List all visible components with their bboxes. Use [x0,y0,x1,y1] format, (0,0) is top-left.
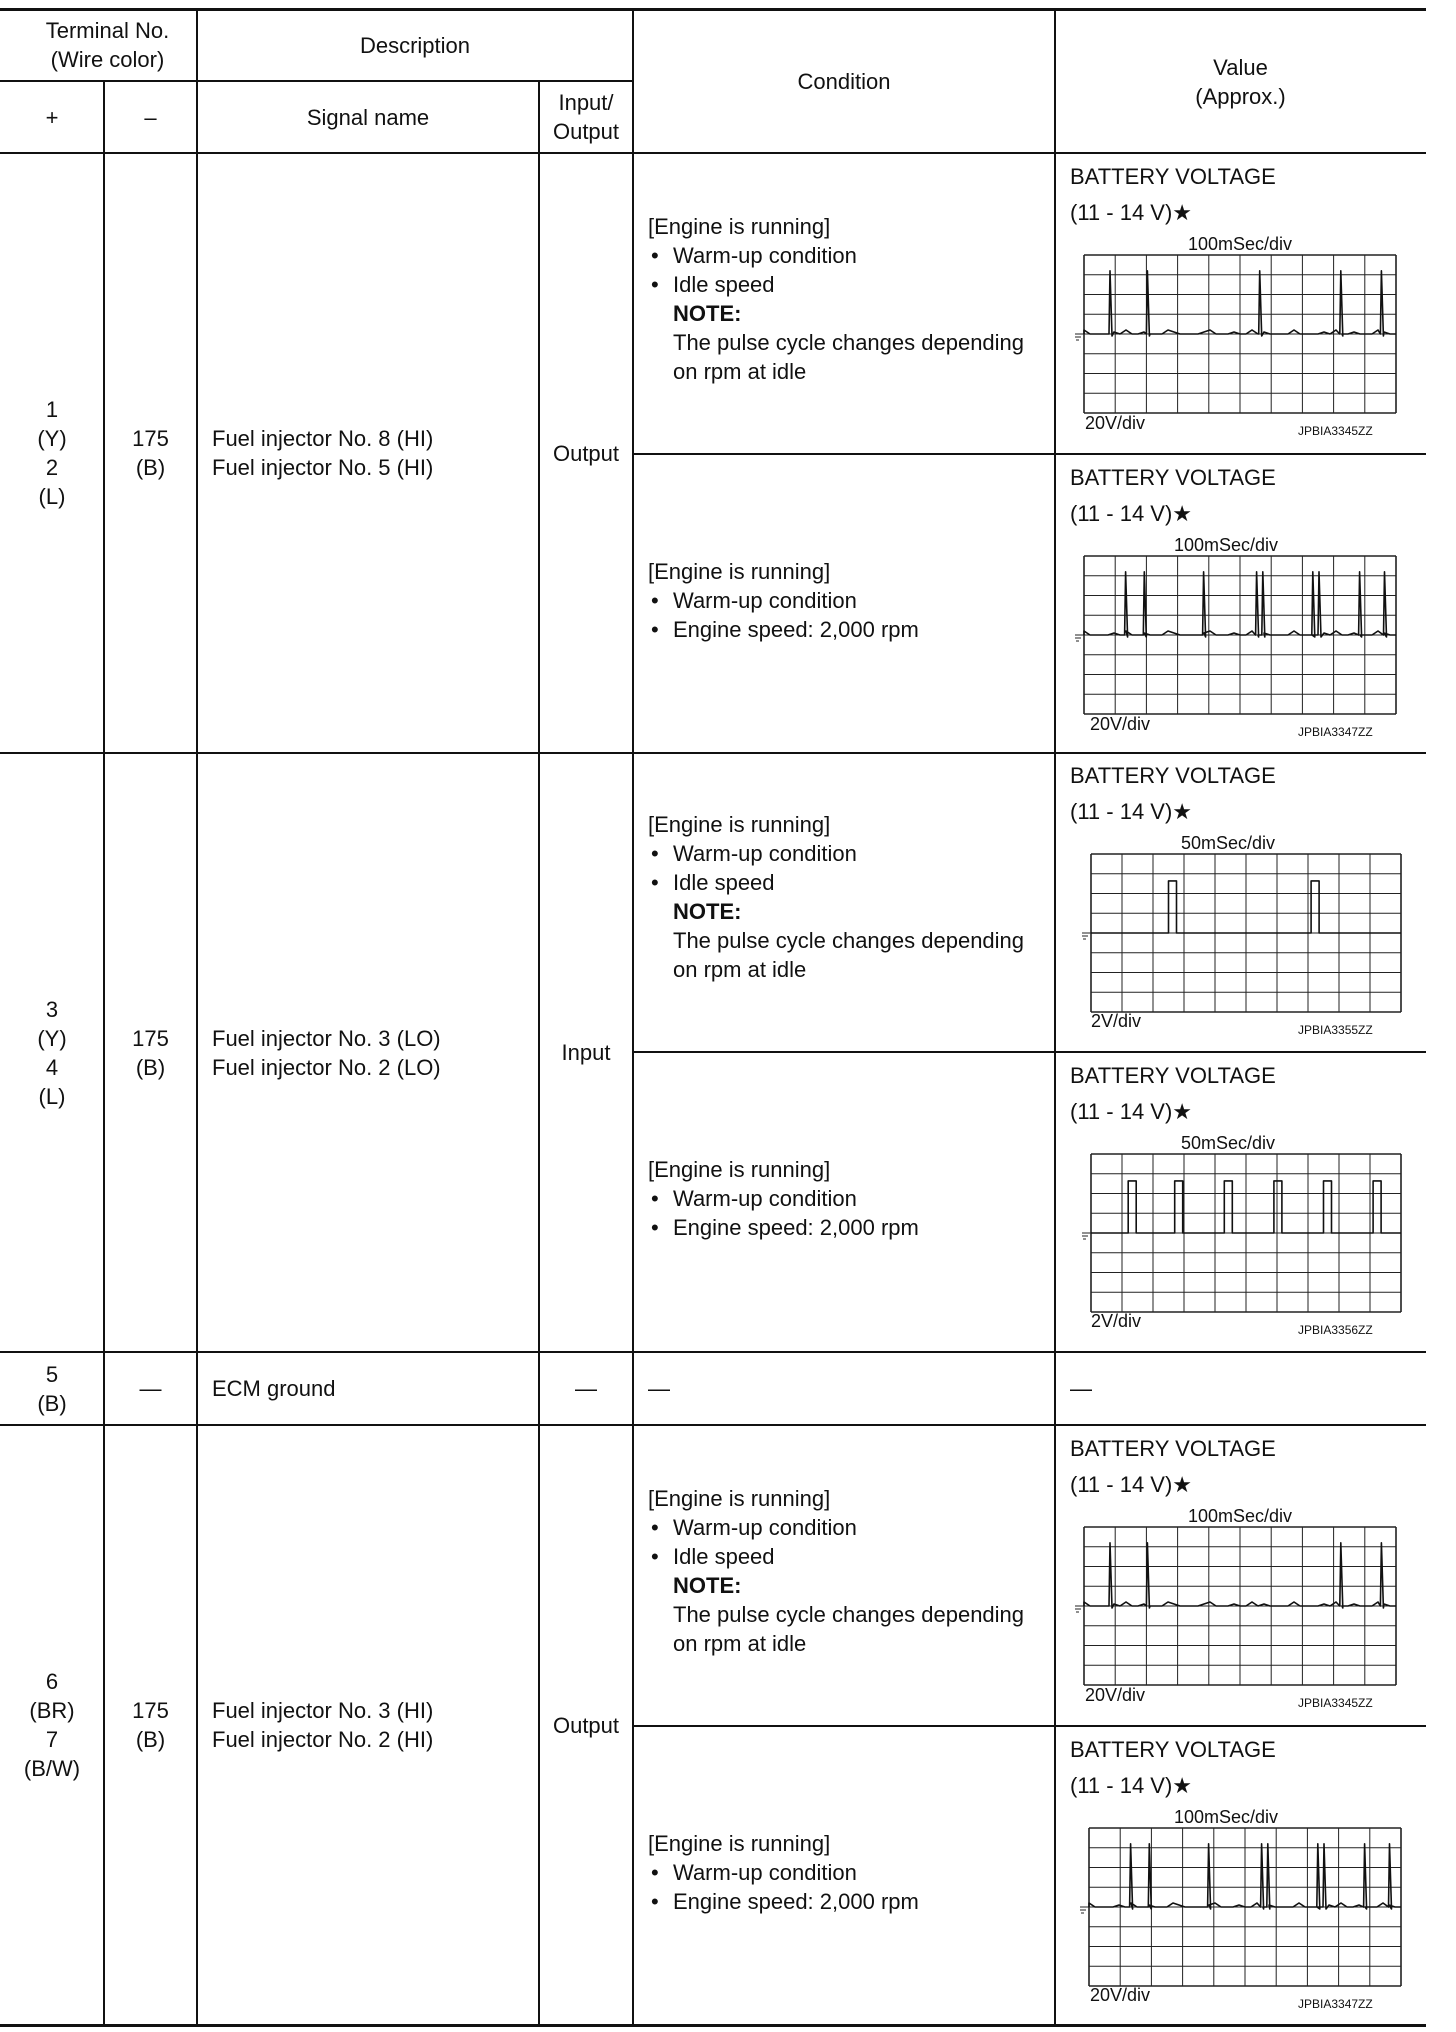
io-value: — [575,1376,597,1401]
terminal-number: 5 [45,1361,59,1387]
row1-plus [0,154,104,752]
value-text: BATTERY VOLTAGE [1070,763,1276,788]
terminal-number: 3 [45,996,59,1022]
condition-bullet: • Warm-up condition [648,1513,1053,1542]
wire-color: (Y) [37,426,67,451]
row2-value-2 [1070,1053,1430,1348]
time-per-div: 50mSec/div [1181,1133,1276,1153]
row1-value-2 [1070,455,1430,750]
wire-color-label: (Wire color) [50,47,165,72]
note-text: on rpm at idle [673,957,807,982]
header-description [197,10,633,80]
minus-label: – [144,104,157,130]
terminal-number: 175 [132,1025,169,1051]
volt-per-div: 20V/div [1090,1985,1151,2005]
row3-minus [104,1353,197,1424]
row2-io [539,754,633,1351]
signal-name: Fuel injector No. 3 (LO) [212,1025,441,1051]
terminal-number: 7 [45,1727,59,1752]
condition-title: [Engine is running] [648,1157,831,1182]
ground-marker [1075,334,1084,340]
condition-title: [Engine is running] [648,812,831,837]
condition-bullet: • Warm-up condition [648,839,1053,868]
waveform-graph [1091,1154,1401,1312]
row3-condition [648,1353,1048,1424]
signal-name: Fuel injector No. 2 (LO) [212,1054,441,1080]
note-text: The pulse cycle changes depending [673,928,1025,953]
condition-bullet: • Idle speed [648,868,1053,897]
signal-name-label: Signal name [306,104,430,130]
time-per-div: 100mSec/div [1188,234,1293,254]
volt-per-div: 20V/div [1090,714,1151,734]
row1-minus [104,154,197,752]
figure-code: JPBIA3356ZZ [1298,1323,1373,1337]
wire-color: (B) [135,1054,166,1080]
row4-io [539,1426,633,2024]
description-label: Description [359,32,471,58]
row1-condition-1 [648,212,1053,386]
waveform-graph [1089,1828,1401,1986]
note-text: on rpm at idle [673,359,807,384]
value-range: (11 - 14 V)★ [1070,501,1193,526]
row1-signal [212,154,532,752]
waveform-graph [1084,556,1396,714]
row4-value-2 [1070,1727,1430,2022]
condition-title: [Engine is running] [648,214,831,239]
figure-code: JPBIA3347ZZ [1298,725,1373,739]
condition-title: [Engine is running] [648,1486,831,1511]
header-signal-name [197,81,539,153]
wire-color: (L) [38,1083,66,1109]
value-text: BATTERY VOLTAGE [1070,1436,1276,1461]
value-range: (11 - 14 V)★ [1070,1773,1193,1798]
header-terminal-no [0,10,215,80]
row2-condition-2 [648,1155,1053,1242]
dash: — [139,1376,162,1401]
volt-per-div: 2V/div [1091,1011,1142,1031]
dash: — [648,1376,670,1401]
row3-value [1070,1353,1420,1424]
wire-color: (B) [135,1727,166,1752]
ground-marker [1075,635,1084,641]
condition-bullet: • Idle speed [648,1542,1053,1571]
row2-signal [212,754,532,1351]
row4-condition-2 [648,1829,1053,1916]
io-label-2: Output [552,119,620,144]
row4-signal [212,1426,532,2024]
value-label-1: Value [1213,54,1268,80]
ground-marker [1082,1233,1091,1239]
ground-marker [1075,1606,1084,1612]
note-text: on rpm at idle [673,1631,807,1656]
value-range: (11 - 14 V)★ [1070,799,1193,824]
terminal-number: 1 [45,397,59,422]
condition-bullet: • Idle speed [648,270,1053,299]
time-per-div: 50mSec/div [1181,833,1276,853]
volt-per-div: 20V/div [1085,1685,1146,1705]
condition-bullet: • Warm-up condition [648,1858,1053,1887]
value-text: BATTERY VOLTAGE [1070,1063,1276,1088]
terminal-number: 2 [45,455,59,480]
condition-bullet: • Warm-up condition [648,241,1053,270]
value-text: BATTERY VOLTAGE [1070,465,1276,490]
dash: — [1070,1376,1092,1401]
ground-marker [1082,933,1091,939]
header-condition [633,10,1055,153]
wire-color: (Y) [37,1025,67,1051]
waveform-graph [1091,854,1401,1012]
note-label: NOTE: [673,1573,742,1598]
row3-signal [212,1353,532,1424]
terminal-number: 175 [132,1698,169,1723]
col-line-5 [1054,8,1056,2025]
row2-minus [104,754,197,1351]
row4-plus [0,1426,104,2024]
row3-io [539,1353,633,1424]
io-value: Input [561,1040,611,1065]
condition-label: Condition [797,69,891,94]
value-range: (11 - 14 V)★ [1070,1099,1193,1124]
figure-code: JPBIA3345ZZ [1298,1696,1373,1710]
wire-color: (B) [135,455,166,480]
header-value [1055,10,1426,153]
wire-color: (B) [37,1390,67,1416]
value-range: (11 - 14 V)★ [1070,1472,1193,1497]
waveform-graph [1084,255,1396,413]
rule-bottom [0,2024,1426,2027]
header-input-output [539,81,633,153]
value-range: (11 - 14 V)★ [1070,200,1193,225]
condition-bullet: • Engine speed: 2,000 rpm [648,615,1053,644]
row4-minus [104,1426,197,2024]
ground-marker [1080,1907,1089,1913]
io-label-1: Input/ [558,90,614,115]
row2-plus [0,754,104,1351]
note-label: NOTE: [673,301,742,326]
waveform-graph [1084,1527,1396,1685]
signal-name: Fuel injector No. 5 (HI) [212,455,434,480]
time-per-div: 100mSec/div [1188,1506,1293,1526]
wire-color: (B/W) [23,1756,81,1781]
condition-bullet: • Engine speed: 2,000 rpm [648,1887,1053,1916]
wire-color: (L) [38,484,66,509]
row2-condition-1 [648,810,1053,984]
header-minus [104,81,197,153]
note-label: NOTE: [673,899,742,924]
plus-label: + [45,104,59,130]
signal-name: Fuel injector No. 8 (HI) [212,426,434,451]
row1-value-1 [1070,154,1430,449]
row4-value-1 [1070,1426,1430,1721]
note-text: The pulse cycle changes depending [673,330,1025,355]
signal-name: ECM ground [212,1376,336,1401]
io-value: Output [552,1712,620,1738]
row1-condition-2 [648,557,1053,644]
time-per-div: 100mSec/div [1174,1807,1279,1827]
row4-condition-1 [648,1484,1053,1658]
header-plus [0,81,104,153]
terminal-number: 4 [45,1054,59,1080]
figure-code: JPBIA3355ZZ [1298,1023,1373,1037]
terminal-number: 175 [132,426,169,451]
wire-color: (BR) [29,1698,75,1723]
note-text: The pulse cycle changes depending [673,1602,1025,1627]
row3-plus [0,1353,104,1424]
value-text: BATTERY VOLTAGE [1070,164,1276,189]
row1-io [539,154,633,752]
time-per-div: 100mSec/div [1174,535,1279,555]
row2-value-1 [1070,753,1430,1048]
condition-bullet: • Warm-up condition [648,1184,1053,1213]
terminal-number: 6 [45,1669,59,1694]
volt-per-div: 2V/div [1091,1311,1142,1331]
signal-name: Fuel injector No. 2 (HI) [212,1727,434,1752]
value-text: BATTERY VOLTAGE [1070,1737,1276,1762]
signal-name: Fuel injector No. 3 (HI) [212,1698,434,1723]
condition-bullet: • Engine speed: 2,000 rpm [648,1213,1053,1242]
io-value: Output [552,440,620,466]
volt-per-div: 20V/div [1085,413,1146,433]
value-label-2: (Approx.) [1195,83,1286,109]
figure-code: JPBIA3345ZZ [1298,424,1373,438]
condition-title: [Engine is running] [648,1831,831,1856]
condition-title: [Engine is running] [648,559,831,584]
terminal-no-label: Terminal No. [45,18,170,43]
condition-bullet: • Warm-up condition [648,586,1053,615]
figure-code: JPBIA3347ZZ [1298,1997,1373,2011]
